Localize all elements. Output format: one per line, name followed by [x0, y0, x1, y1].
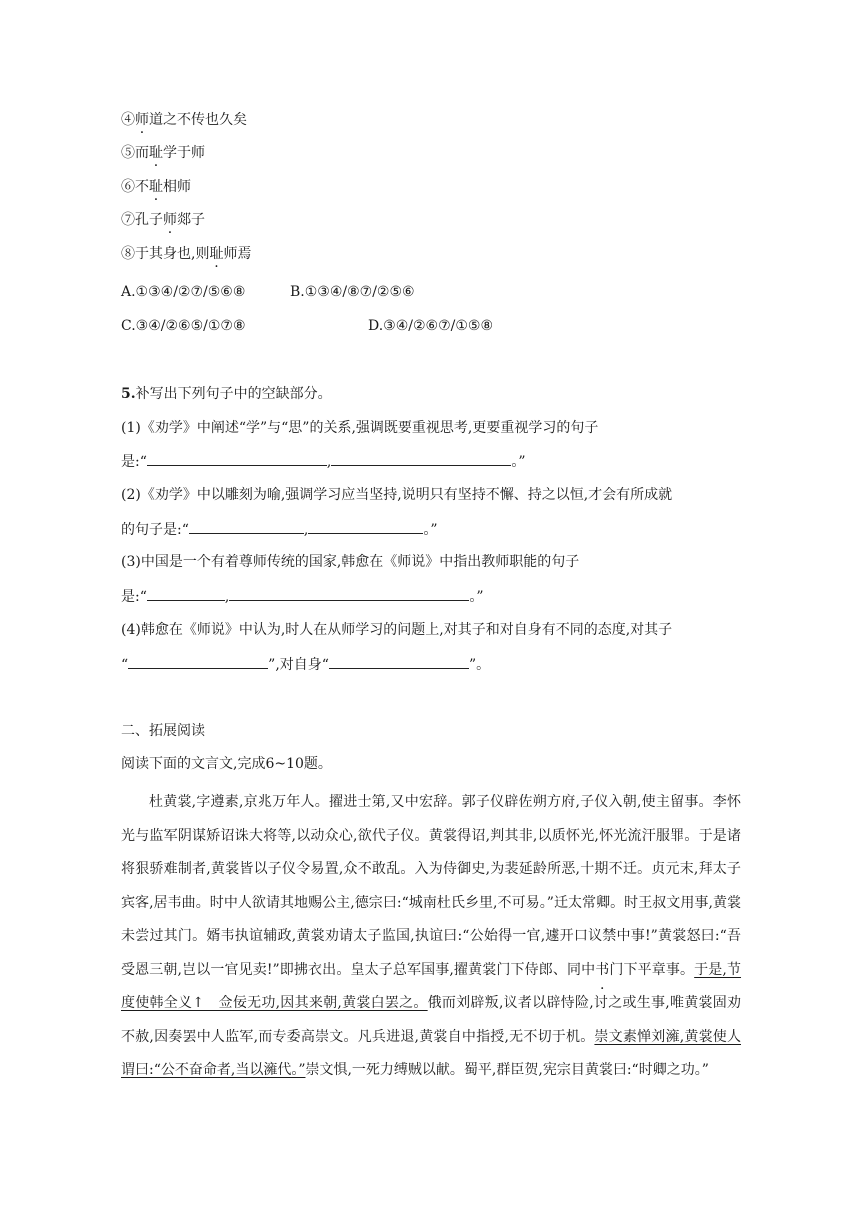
- answer-prefix: 的句子是:“: [121, 522, 189, 538]
- answer-end: ”。: [468, 657, 491, 673]
- item-8: ⑧于其身也,则耻师焉: [121, 246, 252, 262]
- answer-separator: ”,对自身“: [268, 657, 329, 673]
- answer-blank[interactable]: [147, 450, 327, 466]
- emphasis-char: 耻: [149, 145, 163, 161]
- q5-part2-answer: [121, 518, 438, 540]
- q5-part2-prompt: (2)《劝学》中以雕刻为喻,强调学习应当坚持,说明只有坚持不懈、持之以恒,才会有所成就: [121, 487, 673, 503]
- emphasis-char: 师: [163, 212, 177, 228]
- classical-passage: [121, 786, 741, 1088]
- option-a: A.①③④/②⑦/⑤⑥⑧: [121, 284, 246, 300]
- answer-end: 。”: [423, 522, 438, 538]
- emphasis-char: 耻: [149, 179, 163, 195]
- answer-end: 。”: [511, 454, 526, 470]
- answer-prefix: 是:“: [121, 589, 147, 605]
- q5-part4-answer: [121, 653, 490, 675]
- option-d: D.③④/②⑥⑦/①⑤⑧: [368, 318, 494, 334]
- question-5-title: [121, 384, 332, 404]
- q5-part1-prompt: (1)《劝学》中阐述“学”与“思”的关系,强调既要重视思考,更要重视学习的句子: [121, 420, 599, 436]
- answer-blank[interactable]: [329, 653, 469, 669]
- item-4: ④师道之不传也久矣: [121, 112, 247, 128]
- passage-text: 书门下平章事。: [595, 961, 695, 978]
- answer-prefix: 是:“: [121, 454, 147, 470]
- item-5: ⑤而耻学于师: [121, 145, 205, 161]
- item-6: ⑥不耻相师: [121, 179, 191, 195]
- option-b: B.①③④/⑧⑦/②⑤⑥: [290, 284, 415, 300]
- q5-part3-answer: [121, 585, 484, 607]
- passage-text: 崇文惧,一死力缚贼以献。蜀平,群臣贺,宪宗目黄裳曰:“时卿之功。”: [305, 1062, 709, 1078]
- passage-text: 俄而刘辟叛,议者以辟恃险,讨之或生事,唯黄裳固劝不赦,因奏罢中人监军,而专委高崇文。凡兵进退,黄裳自中指授,无不切于机。: [121, 995, 741, 1045]
- emphasis-char: 中: [581, 961, 596, 978]
- q5-part4-prompt: (4)韩愈在《师说》中认为,时人在从师学习的问题上,对其子和对自身有不同的态度,对其子: [121, 622, 673, 638]
- question-number: 5.: [121, 386, 136, 402]
- answer-blank[interactable]: [308, 518, 423, 534]
- option-c: C.③④/②⑥⑤/①⑦⑧: [121, 318, 246, 334]
- answer-blank[interactable]: [331, 450, 511, 466]
- answer-blank[interactable]: [128, 653, 268, 669]
- answer-blank[interactable]: [189, 518, 304, 534]
- reading-instruction: 阅读下面的文言文,完成6~10题。: [121, 756, 332, 772]
- passage-text: 杜黄裳,字遵素,京兆万年人。擢进士第,又中宏辞。郭子仪辟佐朔方府,子仪入朝,使主留事。李怀光与监军阴谋矫诏诛大将等,以动众心,欲代子仪。黄裳得诏,判其非,以质怀光,怀光流汗服罪。于是诸将狠骄难制者,黄裳皆以子仪令易置,众不敢乱。入为侍御史,为裴延龄所恶,十期不迁。贞元末,拜太子宾客,居韦曲。时中人欲请其地赐公主,德宗曰:“城南杜氏乡里,不可易。”迁太常卿。时王叔文用事,黄裳未尝过其门。婿韦执谊辅政,黄裳劝请太子监国,执谊曰:“公始得一官,遽开口议禁中事!”黄裳怒曰:“吾受恩三朝,岂以一官见卖!”即拂衣出。皇太子总军国事,擢黄裳门下侍郎、同: [121, 794, 741, 978]
- section-heading: 二、拓展阅读: [121, 723, 205, 739]
- emphasis-char: 师: [135, 112, 149, 128]
- question-text: 补写出下列句子中的空缺部分。: [135, 386, 332, 402]
- answer-prefix: “: [121, 657, 129, 673]
- answer-end: 。”: [469, 589, 484, 605]
- item-7: ⑦孔子师郯子: [121, 212, 205, 228]
- answer-blank[interactable]: [229, 585, 469, 601]
- q5-part3-prompt: (3)中国是一个有着尊师传统的国家,韩愈在《师说》中指出教师职能的句子: [121, 554, 580, 570]
- q5-part1-answer: [121, 450, 526, 472]
- answer-blank[interactable]: [147, 585, 225, 601]
- answer-separator: ,: [326, 454, 332, 470]
- underlined-sentence-1: 于是,节度使韩全义↑ 佥佞无功,因其来朝,黄裳白罢之。: [121, 961, 742, 1011]
- emphasis-char: 耻: [209, 246, 224, 262]
- answer-separator: ,: [224, 589, 230, 605]
- answer-separator: ,: [303, 522, 309, 538]
- underlined-sentence-2: 崇文素惮刘澭,黄裳使人谓曰:“公不奋命者,当以澭代。”: [121, 1028, 741, 1078]
